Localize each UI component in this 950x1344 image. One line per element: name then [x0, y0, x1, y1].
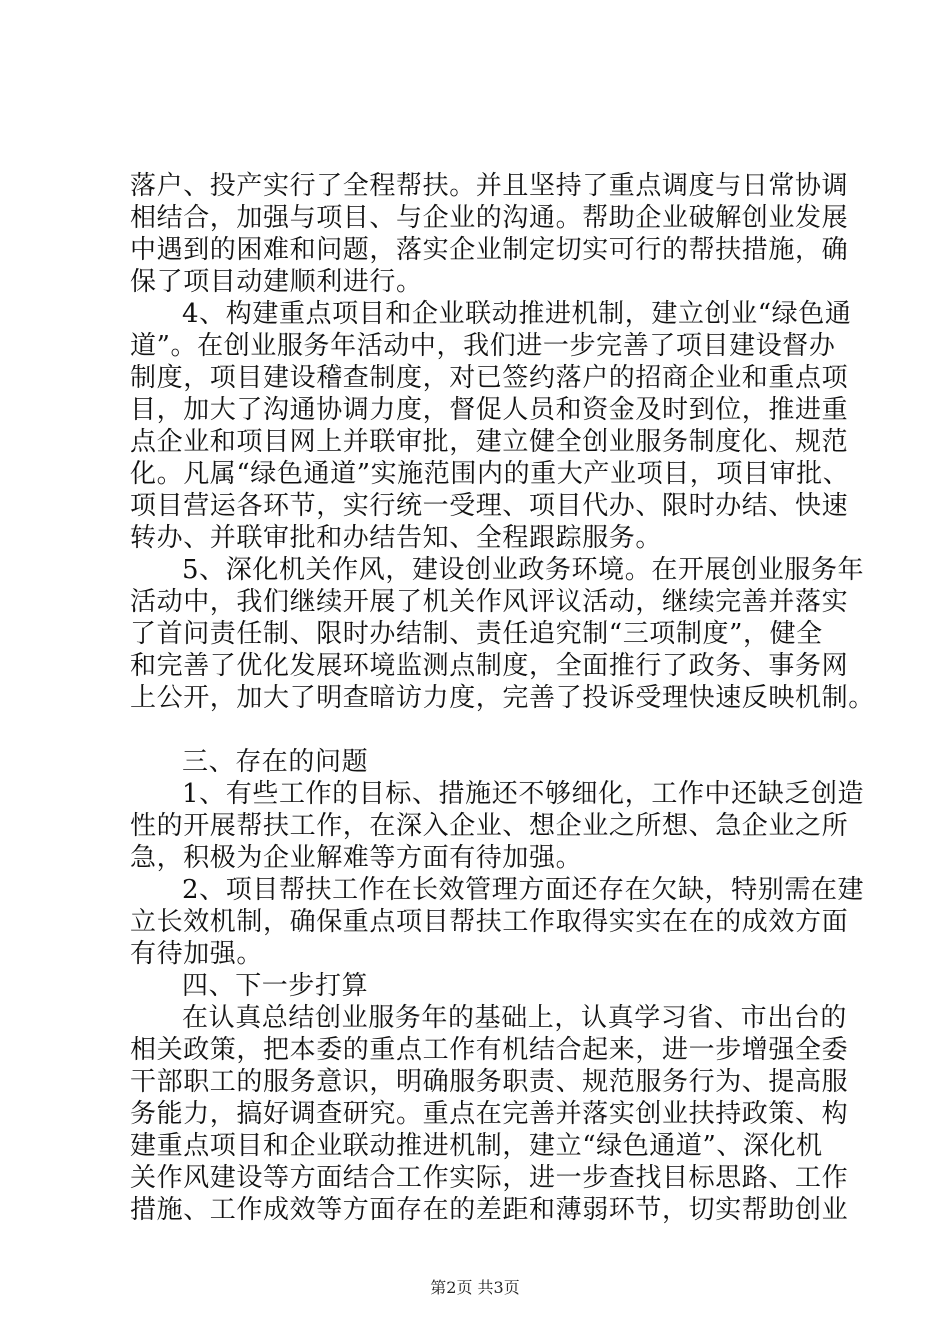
text-line: 相结合，加强与项目、与企业的沟通。帮助企业破解创业发展 — [130, 203, 849, 233]
text-line: 建重点项目和企业联动推进机制，建立“绿色通道”、深化机 — [130, 1131, 823, 1161]
text-line: 4、构建重点项目和企业联动推进机制，建立创业“绿色通 — [182, 299, 852, 329]
text-line: 点企业和项目网上并联审批，建立健全创业服务制度化、规范 — [130, 427, 849, 457]
text-line: 务能力，搞好调查研究。重点在完善并落实创业扶持政策、构 — [130, 1099, 849, 1129]
text-line: 落户、投产实行了全程帮扶。并且坚持了重点调度与日常协调 — [130, 171, 849, 201]
text-line: 5、深化机关作风，建设创业政务环境。在开展创业服务年 — [182, 555, 865, 585]
text-line: 项目营运各环节，实行统一受理、项目代办、限时办结、快速 — [130, 491, 849, 521]
text-line: 性的开展帮扶工作，在深入企业、想企业之所想、急企业之所 — [130, 811, 849, 841]
text-line: 制度，项目建设稽查制度，对已签约落户的招商企业和重点项 — [130, 363, 849, 393]
text-line: 干部职工的服务意识，明确服务职责、规范服务行为、提高服 — [130, 1067, 849, 1097]
text-line: 上公开，加大了明查暗访力度，完善了投诉受理快速反映机制。 — [130, 683, 875, 713]
text-line: 道”。在创业服务年活动中，我们进一步完善了项目建设督办 — [130, 331, 836, 361]
document-body — [130, 170, 875, 1226]
section-heading: 四、下一步打算 — [182, 971, 369, 1001]
text-line: 关作风建设等方面结合工作实际，进一步查找目标思路、工作 — [130, 1163, 849, 1193]
text-line: 中遇到的困难和问题，落实企业制定切实可行的帮扶措施，确 — [130, 235, 849, 265]
text-line: 1、有些工作的目标、措施还不够细化，工作中还缺乏创造 — [182, 779, 865, 809]
section-heading: 三、存在的问题 — [182, 747, 369, 777]
text-line: 目，加大了沟通协调力度，督促人员和资金及时到位，推进重 — [130, 395, 849, 425]
text-line: 立长效机制，确保重点项目帮扶工作取得实实在在的成效方面 — [130, 907, 849, 937]
text-line: 活动中，我们继续开展了机关作风评议活动，继续完善并落实 — [130, 587, 849, 617]
text-line: 措施、工作成效等方面存在的差距和薄弱环节，切实帮助创业 — [130, 1195, 849, 1225]
text-line: 保了项目动建顺利进行。 — [130, 267, 423, 297]
text-line: 在认真总结创业服务年的基础上，认真学习省、市出台的 — [182, 1003, 848, 1033]
text-line: 化。凡属“绿色通道”实施范围内的重大产业项目，项目审批、 — [130, 459, 850, 489]
text-line: 了首问责任制、限时办结制、责任追究制“三项制度”，健全 — [130, 619, 823, 649]
page-number-footer: 第2页 共3页 — [430, 1278, 520, 1297]
text-line: 急，积极为企业解难等方面有待加强。 — [130, 843, 583, 873]
text-line: 相关政策，把本委的重点工作有机结合起来，进一步增强全委 — [130, 1035, 849, 1065]
text-line: 有待加强。 — [130, 939, 264, 969]
text-line: 2、项目帮扶工作在长效管理方面还存在欠缺，特别需在建 — [182, 875, 865, 905]
text-line: 转办、并联审批和办结告知、全程跟踪服务。 — [130, 523, 663, 553]
text-line: 和完善了优化发展环境监测点制度，全面推行了政务、事务网 — [130, 651, 849, 681]
